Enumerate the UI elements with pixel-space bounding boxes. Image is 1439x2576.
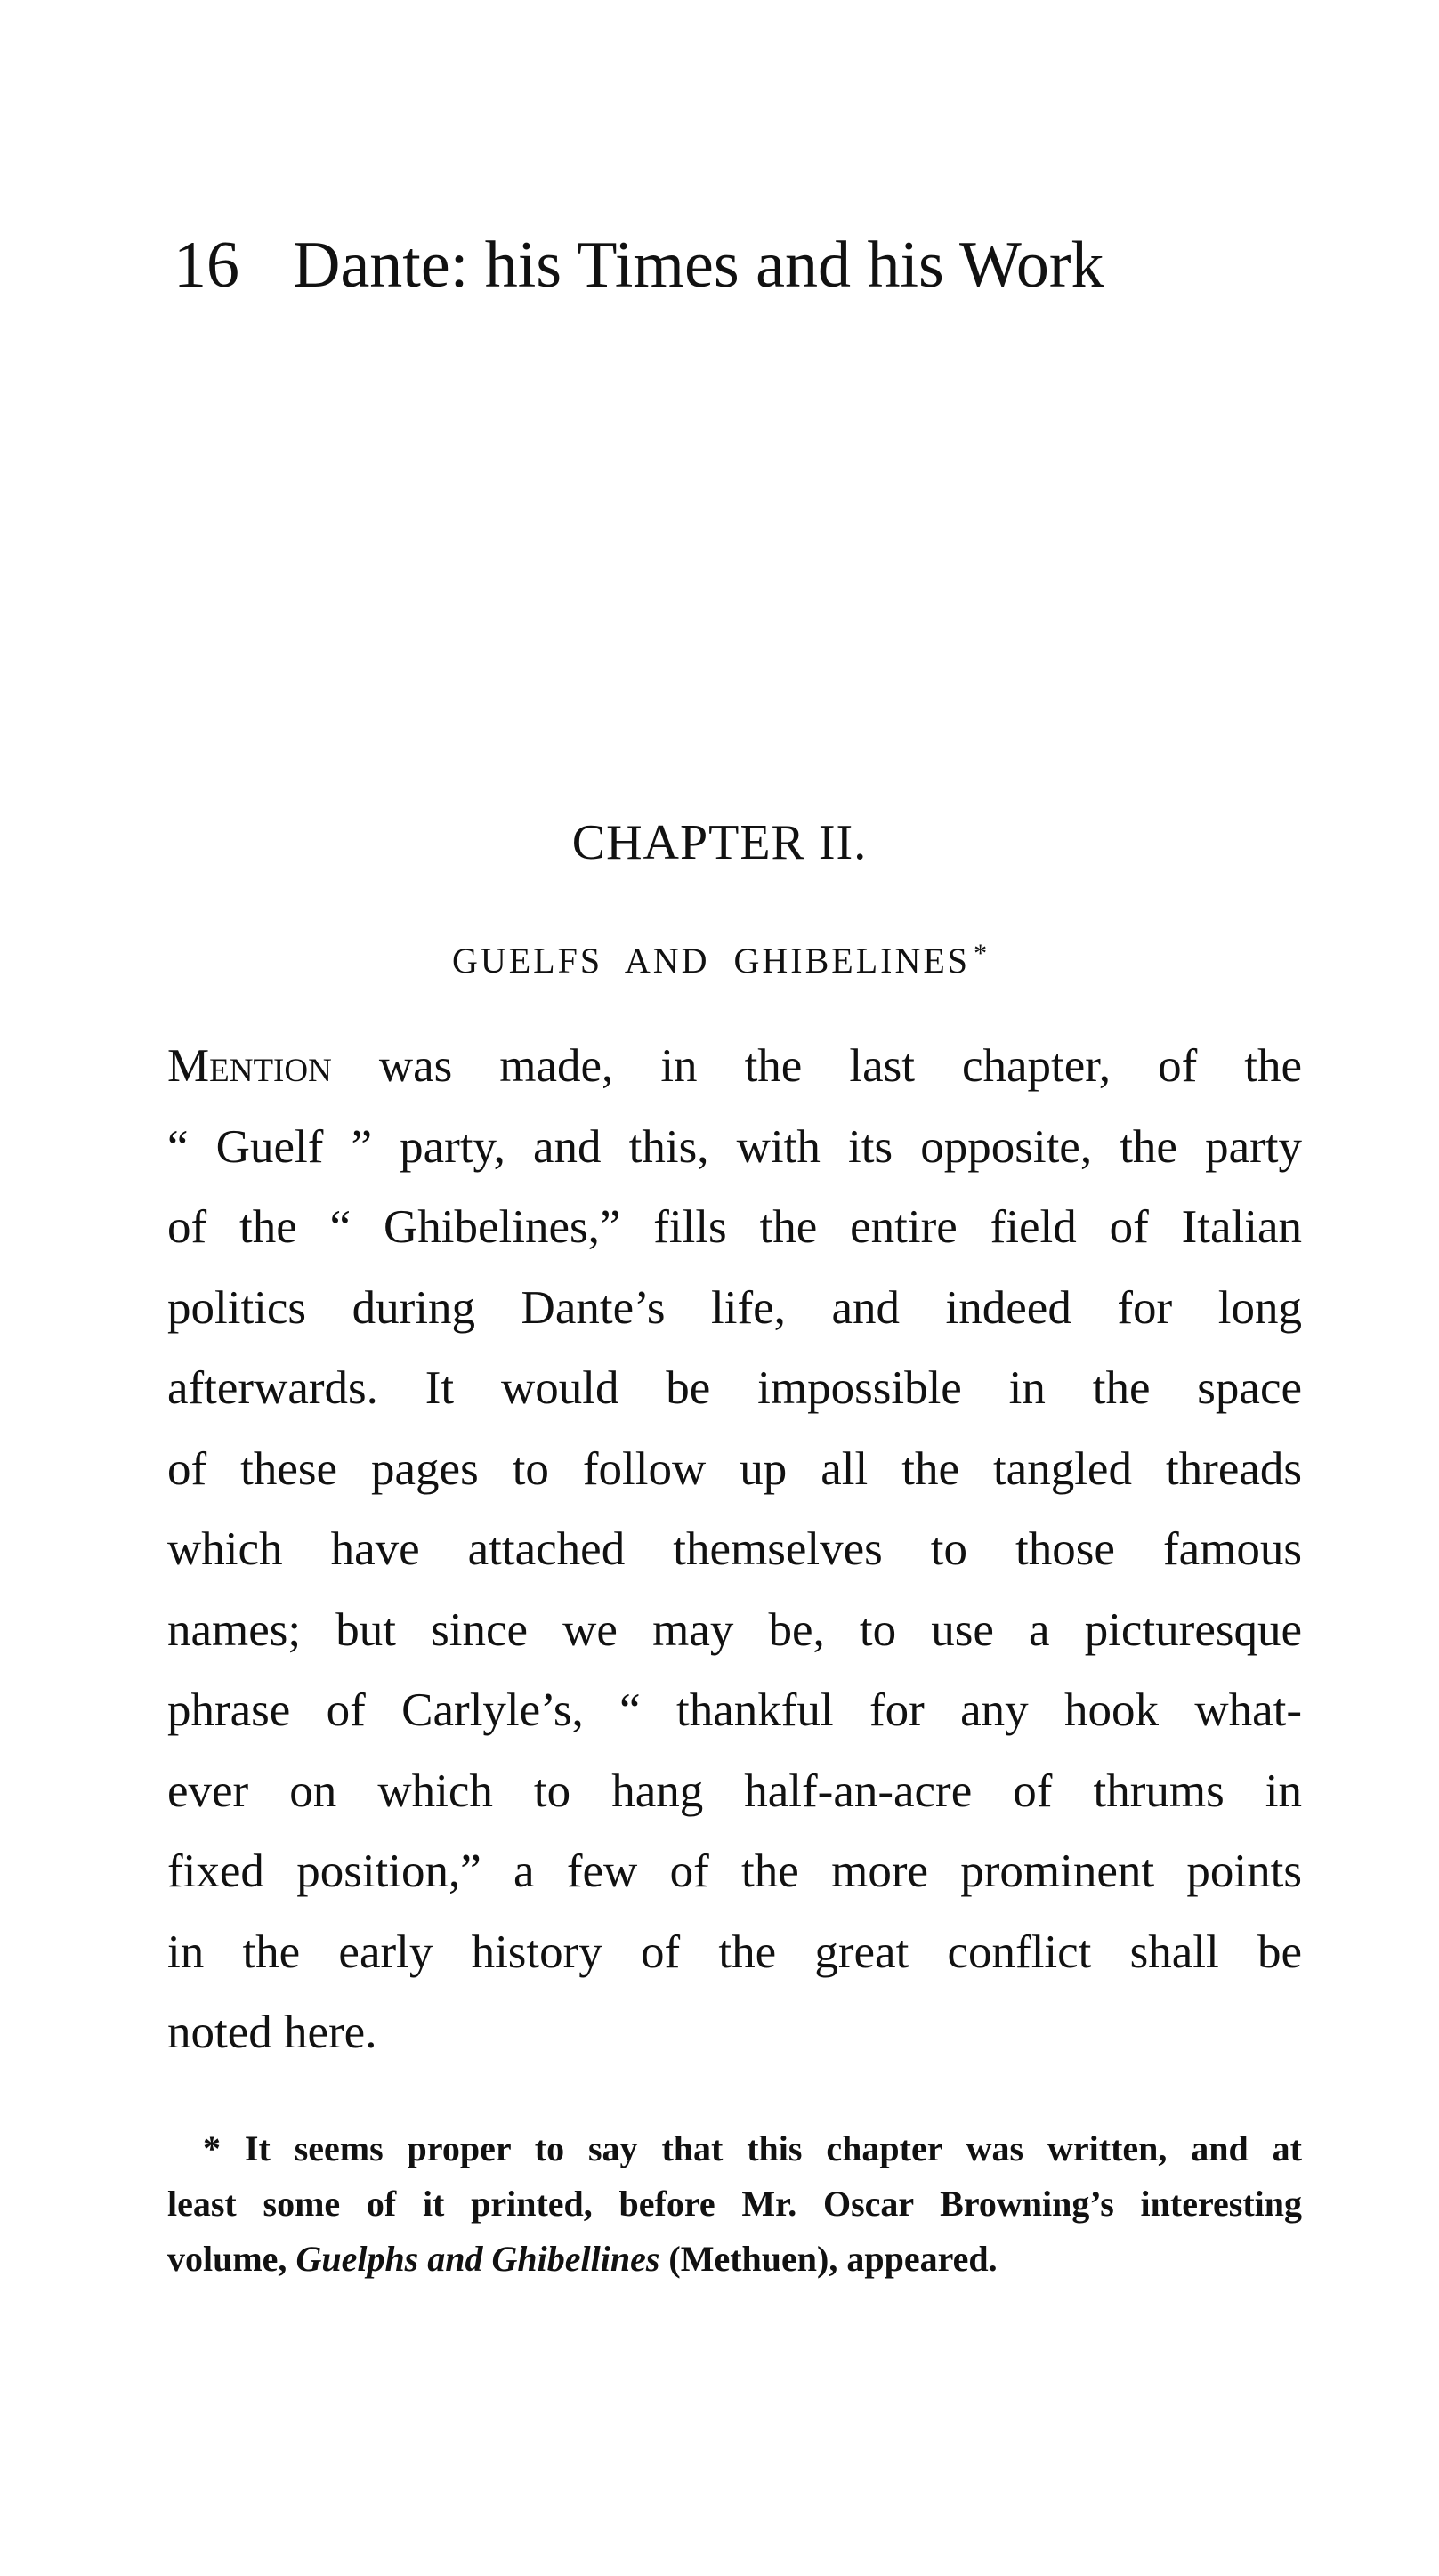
footnote-reference-mark: *	[974, 939, 988, 968]
footnote-text: volume,	[167, 2239, 296, 2279]
text-line: phrase of Carlyle’s, “ thankful for any hook what-	[167, 1684, 1302, 1736]
text-line: politics during Dante’s life, and indeed for long	[167, 1281, 1302, 1334]
chapter-heading: CHAPTER II.	[571, 815, 868, 870]
footnote	[167, 2121, 1302, 2287]
text-line	[167, 1026, 1302, 1107]
footnote-book-title: Guelphs and Ghibellines	[295, 2239, 660, 2279]
text-line: ever on which to hang half-an-acre of thrums in	[167, 1764, 1302, 1817]
text-line: noted here.	[167, 2007, 377, 2058]
footnote-line: * It seems proper to say that this chapter was written, and at	[203, 2128, 1302, 2168]
text-line: names; but since we may be, to use a picturesque	[167, 1603, 1302, 1656]
footnote-text: (Methuen), appeared.	[659, 2239, 998, 2279]
footnote-line	[167, 2232, 1302, 2287]
running-title: Dante: his Times and his Work	[293, 229, 1104, 302]
text-line: “ Guelf ” party, and this, with its opposite, the party	[167, 1120, 1302, 1173]
text-line: fixed position,” a few of the more prominent points	[167, 1845, 1302, 1897]
text-line: of these pages to follow up all the tangled threads	[167, 1442, 1302, 1495]
chapter-subtitle-text: GUELFS AND GHIBELINES	[451, 941, 971, 981]
running-head	[174, 222, 1104, 308]
text-line: which have attached themselves to those famous	[167, 1523, 1302, 1575]
text-line: of the “ Ghibelines,” fills the entire field of Italian	[167, 1201, 1302, 1253]
chapter-body-text	[167, 1026, 1302, 2073]
text-line: in the early history of the great conflict shall be	[167, 1926, 1302, 1978]
page-number: 16	[174, 229, 239, 302]
text-line: afterwards. It would be impossible in the space	[167, 1362, 1302, 1414]
opening-word: Mention	[167, 1040, 332, 1092]
chapter-subtitle	[0, 929, 1439, 986]
footnote-line: least some of it printed, before Mr. Oscar Browning’s interesting	[167, 2184, 1302, 2224]
text-line-rest: was made, in the last chapter, of the	[331, 1040, 1302, 1092]
